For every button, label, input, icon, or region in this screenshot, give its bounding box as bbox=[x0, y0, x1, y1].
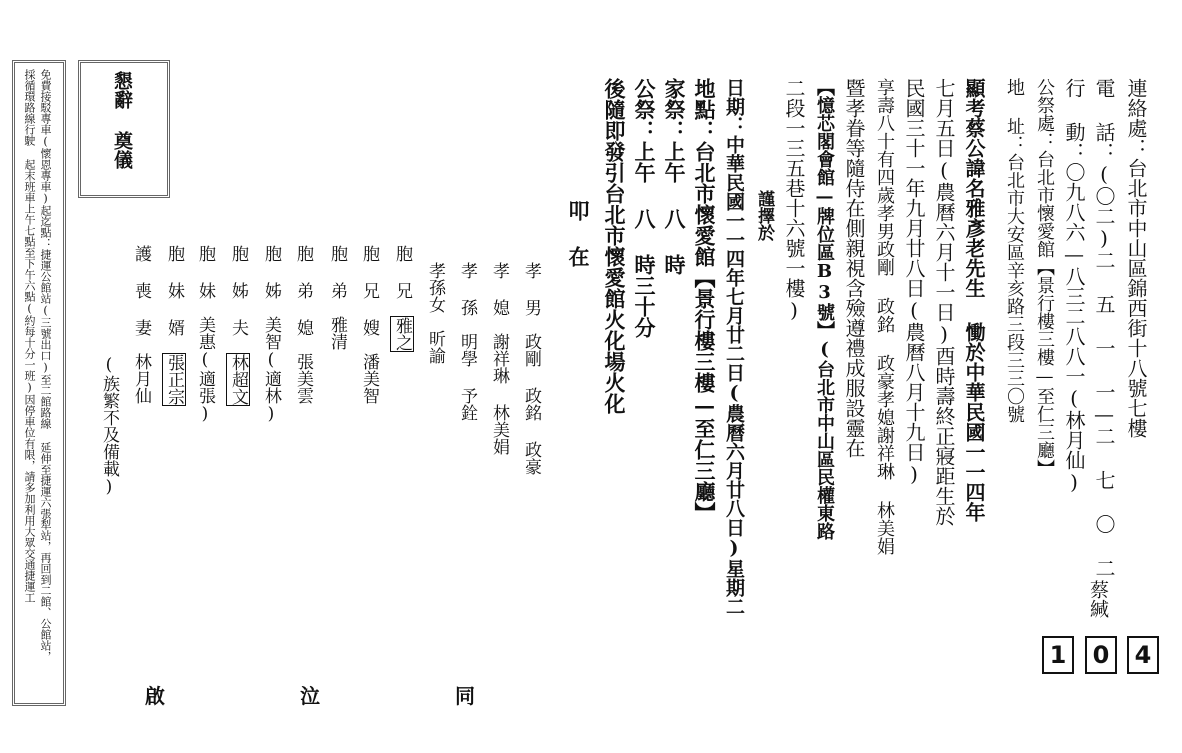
closing-word-2: 泣 bbox=[300, 684, 320, 708]
mourner-names: 雅清 bbox=[327, 316, 347, 350]
contact-address: 連絡處：台北市中山區錦西街十八號七樓 bbox=[1124, 78, 1148, 438]
mourner-role: 護 喪 妻 bbox=[131, 245, 151, 336]
announcement-line-6: 【憶芯閣會館—牌位區B3號】(台北市中山區民權東路 bbox=[814, 78, 835, 540]
schedule-family-rite: 家祭：上午 八 時 bbox=[662, 78, 687, 275]
code-digit-1: 1 bbox=[1042, 636, 1074, 674]
mourner-names: 美智(適林) bbox=[261, 316, 281, 424]
mourner-role: 胞 弟 媳 bbox=[293, 245, 313, 336]
mourner-row bbox=[358, 245, 380, 404]
decline-text: 懇辭 奠儀 bbox=[111, 71, 133, 169]
announcement-line-5: 暨孝眷等隨侍在側親視含殮遵禮成服設靈在 bbox=[842, 78, 866, 458]
mourner-role: 胞 姊 bbox=[261, 245, 281, 299]
schedule-public-rite: 公祭：上午 八 時三十分 bbox=[632, 78, 657, 338]
mourner-row bbox=[520, 262, 542, 475]
mourner-role: 胞 妹 bbox=[195, 245, 215, 299]
mourner-row bbox=[194, 245, 216, 424]
mourner-names: 潘美智 bbox=[359, 353, 379, 404]
mourner-names: 林超文 bbox=[228, 354, 248, 405]
transport-note-line-1: 免費接駁專車(懷恩專車)起迄點：捷運公館站(三號出口)至二館路線 延伸至捷運六張犁站，再回到二館、公館站， bbox=[39, 69, 52, 662]
mourner-row bbox=[292, 245, 314, 404]
mourner-role: 胞 姊 夫 bbox=[228, 245, 248, 336]
announcement-line-4: 享壽八十有四歲孝男政剛 政銘 政豪孝媳謝祥琳 林美娟 bbox=[874, 78, 895, 555]
closing-word-3: 啟 bbox=[145, 684, 165, 708]
mourner-row bbox=[424, 262, 446, 364]
transport-note-line-2: 採循環路線行駛 起末班車上午七點至下午六點(約每十分一班)因停車位有限，請多加利用大眾交通捷運工 bbox=[23, 69, 36, 603]
schedule-date: 日期：中華民國一一四年七月廿二日(農曆六月廿八日)星期二 bbox=[723, 78, 745, 616]
mourner-row bbox=[326, 245, 348, 350]
mourner-names: 張正宗 bbox=[164, 354, 184, 405]
mourner-names: 林月仙 bbox=[131, 353, 151, 404]
decline-box bbox=[78, 60, 170, 198]
mourner-row bbox=[390, 245, 414, 352]
code-digit-2: 0 bbox=[1085, 636, 1117, 674]
mourner-role: 胞 兄 bbox=[392, 245, 412, 299]
code-label: 蔡緘 bbox=[1087, 580, 1109, 618]
mourner-names: 明學 予銓 bbox=[457, 333, 477, 421]
schedule-closing: 叩 在 bbox=[566, 200, 591, 267]
contact-phone: 電 話：(〇二)二 五 一 一—二 七 〇 二 bbox=[1092, 78, 1116, 578]
mourner-role: 孝孫女 bbox=[425, 262, 445, 313]
mourner-names: 昕諭 bbox=[425, 330, 445, 364]
mourner-row bbox=[260, 245, 282, 424]
contact-venue: 公祭處：台北市懷愛館【景行樓三樓—至仁三廳】 bbox=[1034, 78, 1055, 477]
mourner-names: 美惠(適張) bbox=[195, 316, 215, 424]
announcement-line-7: 二段一三五巷十六號一樓) bbox=[782, 78, 806, 322]
mourner-role: 胞 兄 嫂 bbox=[359, 245, 379, 336]
code-digit-3: 4 bbox=[1127, 636, 1159, 674]
mourner-role: 孝 男 bbox=[521, 262, 541, 316]
mourner-role: 孝 媳 bbox=[489, 262, 509, 316]
mourner-row bbox=[488, 262, 510, 455]
mourner-row bbox=[456, 262, 478, 421]
mourner-row bbox=[130, 245, 152, 404]
mourners-note: (族繁不及備載) bbox=[99, 355, 119, 497]
contact-venue-address: 地 址：台北市大安區辛亥路三段三三〇號 bbox=[1004, 78, 1025, 423]
announcement-line-1: 顯考蔡公諱名雅彥老先生 慟於中華民國一一四年 bbox=[962, 78, 986, 522]
announcement-line-2: 七月五日(農曆六月十一日)酉時壽終正寢距生於 bbox=[932, 78, 956, 526]
transport-note-box bbox=[12, 60, 66, 706]
closing-word-1: 同 bbox=[455, 684, 475, 708]
mourner-row bbox=[162, 245, 186, 406]
contact-mobile: 行 動：〇九八六—八三二八八一(林月仙) bbox=[1062, 78, 1086, 494]
mourner-role: 胞 妹 婿 bbox=[164, 245, 184, 336]
mourner-names: 張美雲 bbox=[293, 353, 313, 404]
mourner-role: 孝 孫 bbox=[457, 262, 477, 316]
schedule-intro: 謹擇於 bbox=[754, 190, 774, 241]
mourner-names: 謝祥琳 林美娟 bbox=[489, 333, 509, 455]
mourner-role: 胞 弟 bbox=[327, 245, 347, 299]
mourner-row bbox=[226, 245, 250, 406]
announcement-line-3: 民國三十一年九月廿八日(農曆八月十九日) bbox=[902, 78, 926, 486]
mourner-names: 政剛 政銘 政豪 bbox=[521, 333, 541, 475]
schedule-cremation: 後隨即發引台北市懷愛館火化場火化 bbox=[602, 78, 627, 414]
schedule-place: 地點：台北市懷愛館【景行樓三樓—至仁三廳】 bbox=[692, 78, 717, 523]
mourner-names: 雅之 bbox=[392, 317, 412, 351]
